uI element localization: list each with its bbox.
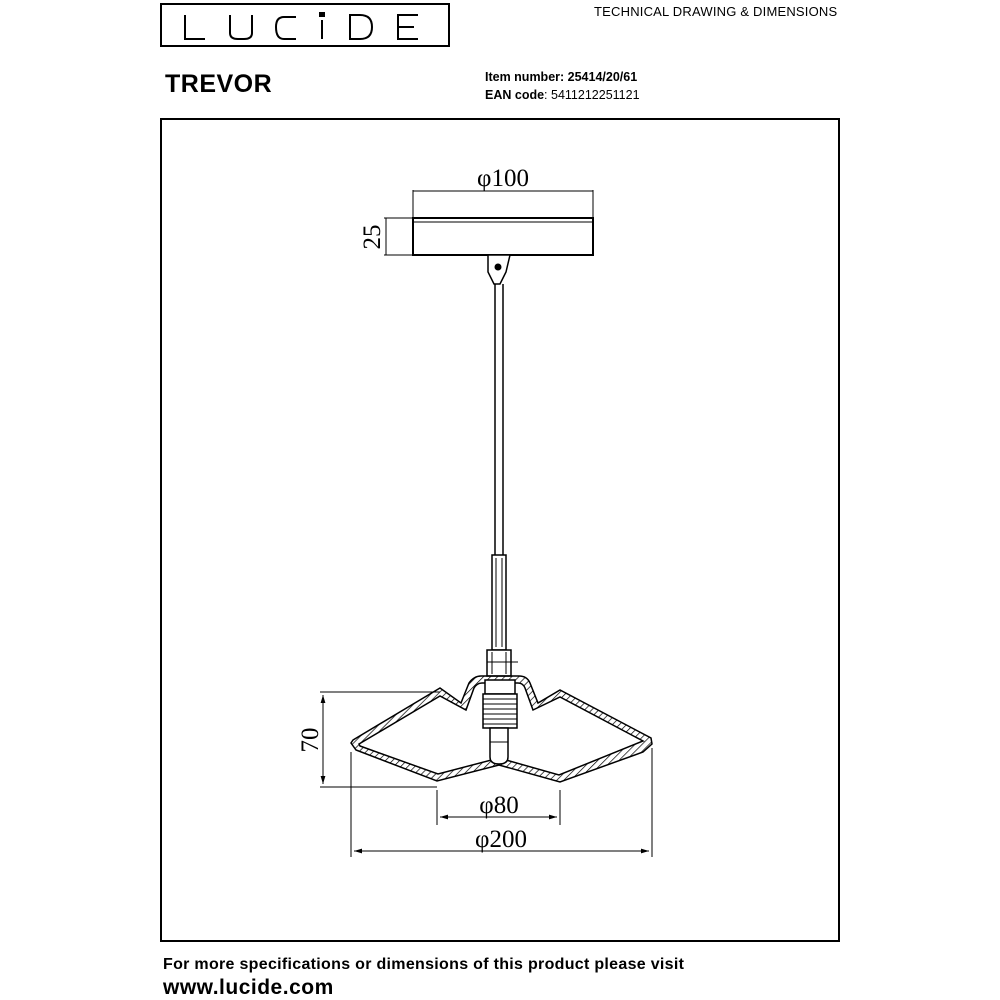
shade-opening-dimension [437, 790, 560, 825]
canopy [413, 218, 593, 255]
website-link[interactable]: www.lucide.com [163, 976, 334, 999]
canopy-height-label: 25 [359, 224, 386, 250]
item-number-row: Item number: 25414/20/61 [485, 70, 638, 84]
suspension-rod [487, 255, 518, 676]
footer [163, 956, 684, 1000]
item-number-value: 25414/20/61 [567, 70, 638, 84]
item-number-label: Item number [485, 70, 561, 84]
ean-row: EAN code: 5411212251121 [485, 88, 640, 102]
canopy-diameter-label: φ100 [477, 165, 529, 192]
shade-height-label: 70 [297, 727, 324, 753]
shade-opening-label: φ80 [479, 792, 519, 819]
ean-label: EAN code [485, 88, 545, 102]
lamp-socket [483, 680, 517, 764]
document-type-label: TECHNICAL DRAWING & DIMENSIONS [594, 4, 838, 19]
canopy-height-dimension [359, 218, 413, 255]
ean-value: 5411212251121 [551, 88, 640, 102]
canopy-diameter-dimension [413, 165, 593, 218]
footer-text: For more specifications or dimensions of this product please visit [163, 956, 685, 973]
shade-diameter-label: φ200 [475, 826, 527, 853]
product-name: TREVOR [165, 70, 273, 98]
